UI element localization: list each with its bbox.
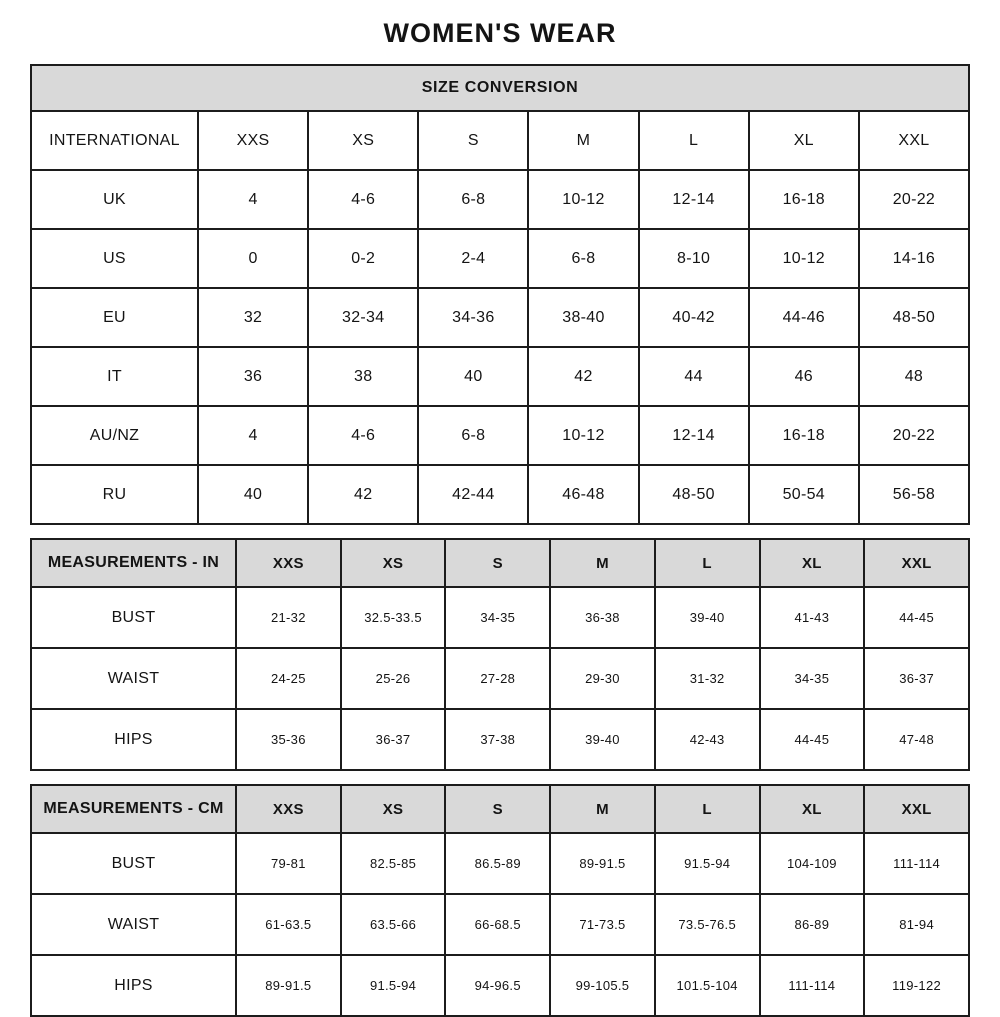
column-header: XXS: [236, 539, 341, 587]
table-cell: 46-48: [528, 465, 638, 524]
table-row: [31, 587, 969, 648]
table-cell: 111-114: [760, 955, 865, 1016]
column-header: XL: [749, 111, 859, 170]
column-header: S: [445, 785, 550, 833]
table-cell: 89-91.5: [550, 833, 655, 894]
table-row: [31, 955, 969, 1016]
table-header-row: [31, 539, 969, 587]
table-cell: 36: [198, 347, 308, 406]
table-title-row: [31, 65, 969, 111]
column-header: INTERNATIONAL: [31, 111, 198, 170]
row-label: BUST: [31, 833, 236, 894]
table-cell: 42-44: [418, 465, 528, 524]
table-row: [31, 833, 969, 894]
table-row: [31, 894, 969, 955]
table-cell: 10-12: [749, 229, 859, 288]
table-cell: 34-36: [418, 288, 528, 347]
table-cell: 104-109: [760, 833, 865, 894]
table-cell: 81-94: [864, 894, 969, 955]
table-row: [31, 465, 969, 524]
table-cell: 48-50: [859, 288, 969, 347]
table-cell: 32: [198, 288, 308, 347]
table-cell: 44-46: [749, 288, 859, 347]
table-cell: 29-30: [550, 648, 655, 709]
table-cell: 6-8: [418, 406, 528, 465]
column-header: XS: [341, 785, 446, 833]
table-row: [31, 406, 969, 465]
table-cell: 63.5-66: [341, 894, 446, 955]
measurements-in-table: [30, 538, 970, 771]
column-header: L: [655, 785, 760, 833]
column-header: XS: [308, 111, 418, 170]
table-cell: 82.5-85: [341, 833, 446, 894]
table-cell: 39-40: [550, 709, 655, 770]
row-label: BUST: [31, 587, 236, 648]
table-cell: 8-10: [639, 229, 749, 288]
table-cell: 91.5-94: [341, 955, 446, 1016]
table-cell: 24-25: [236, 648, 341, 709]
table-cell: 12-14: [639, 406, 749, 465]
table-cell: 37-38: [445, 709, 550, 770]
column-header: L: [639, 111, 749, 170]
table-cell: 56-58: [859, 465, 969, 524]
size-conversion-title: SIZE CONVERSION: [31, 65, 969, 111]
table-cell: 0-2: [308, 229, 418, 288]
table-cell: 4: [198, 406, 308, 465]
table-cell: 14-16: [859, 229, 969, 288]
table-cell: 34-35: [445, 587, 550, 648]
table-cell: 42: [528, 347, 638, 406]
column-header: XXL: [864, 785, 969, 833]
table-cell: 32.5-33.5: [341, 587, 446, 648]
table-cell: 73.5-76.5: [655, 894, 760, 955]
table-row: [31, 288, 969, 347]
column-header: MEASUREMENTS - IN: [31, 539, 236, 587]
table-cell: 89-91.5: [236, 955, 341, 1016]
table-cell: 16-18: [749, 170, 859, 229]
table-cell: 4-6: [308, 406, 418, 465]
table-cell: 119-122: [864, 955, 969, 1016]
table-row: [31, 170, 969, 229]
table-cell: 38-40: [528, 288, 638, 347]
table-cell: 38: [308, 347, 418, 406]
table-cell: 50-54: [749, 465, 859, 524]
table-cell: 21-32: [236, 587, 341, 648]
table-cell: 101.5-104: [655, 955, 760, 1016]
table-cell: 86.5-89: [445, 833, 550, 894]
table-cell: 48-50: [639, 465, 749, 524]
table-cell: 20-22: [859, 406, 969, 465]
table-cell: 47-48: [864, 709, 969, 770]
table-cell: 39-40: [655, 587, 760, 648]
row-label: EU: [31, 288, 198, 347]
column-header: L: [655, 539, 760, 587]
table-cell: 44-45: [760, 709, 865, 770]
table-cell: 42-43: [655, 709, 760, 770]
table-cell: 12-14: [639, 170, 749, 229]
table-cell: 79-81: [236, 833, 341, 894]
column-header: MEASUREMENTS - CM: [31, 785, 236, 833]
table-cell: 94-96.5: [445, 955, 550, 1016]
table-cell: 2-4: [418, 229, 528, 288]
table-cell: 40-42: [639, 288, 749, 347]
table-header-row: [31, 111, 969, 170]
row-label: HIPS: [31, 709, 236, 770]
table-cell: 41-43: [760, 587, 865, 648]
table-cell: 25-26: [341, 648, 446, 709]
column-header: XL: [760, 539, 865, 587]
column-header: XXL: [864, 539, 969, 587]
table-cell: 91.5-94: [655, 833, 760, 894]
table-cell: 44-45: [864, 587, 969, 648]
table-cell: 6-8: [418, 170, 528, 229]
size-conversion-table: [30, 64, 970, 525]
table-cell: 36-37: [864, 648, 969, 709]
table-cell: 0: [198, 229, 308, 288]
row-label: WAIST: [31, 648, 236, 709]
column-header: M: [550, 785, 655, 833]
table-cell: 4: [198, 170, 308, 229]
table-cell: 20-22: [859, 170, 969, 229]
column-header: XS: [341, 539, 446, 587]
row-label: US: [31, 229, 198, 288]
measurements-cm-table: [30, 784, 970, 1017]
column-header: XXS: [198, 111, 308, 170]
table-cell: 32-34: [308, 288, 418, 347]
row-label: HIPS: [31, 955, 236, 1016]
table-cell: 42: [308, 465, 418, 524]
table-cell: 48: [859, 347, 969, 406]
table-cell: 10-12: [528, 406, 638, 465]
table-cell: 40: [418, 347, 528, 406]
table-cell: 6-8: [528, 229, 638, 288]
table-cell: 16-18: [749, 406, 859, 465]
column-header: M: [528, 111, 638, 170]
table-cell: 66-68.5: [445, 894, 550, 955]
table-cell: 4-6: [308, 170, 418, 229]
table-cell: 36-38: [550, 587, 655, 648]
table-cell: 46: [749, 347, 859, 406]
column-header: S: [418, 111, 528, 170]
column-header: M: [550, 539, 655, 587]
table-cell: 44: [639, 347, 749, 406]
row-label: UK: [31, 170, 198, 229]
row-label: IT: [31, 347, 198, 406]
table-cell: 34-35: [760, 648, 865, 709]
table-cell: 40: [198, 465, 308, 524]
table-header-row: [31, 785, 969, 833]
table-cell: 10-12: [528, 170, 638, 229]
row-label: WAIST: [31, 894, 236, 955]
table-cell: 36-37: [341, 709, 446, 770]
row-label: AU/NZ: [31, 406, 198, 465]
column-header: XXS: [236, 785, 341, 833]
table-cell: 35-36: [236, 709, 341, 770]
column-header: XL: [760, 785, 865, 833]
table-row: [31, 229, 969, 288]
table-row: [31, 709, 969, 770]
table-cell: 71-73.5: [550, 894, 655, 955]
table-cell: 86-89: [760, 894, 865, 955]
row-label: RU: [31, 465, 198, 524]
column-header: XXL: [859, 111, 969, 170]
table-cell: 27-28: [445, 648, 550, 709]
table-cell: 99-105.5: [550, 955, 655, 1016]
table-row: [31, 648, 969, 709]
table-cell: 111-114: [864, 833, 969, 894]
table-cell: 31-32: [655, 648, 760, 709]
table-row: [31, 347, 969, 406]
table-cell: 61-63.5: [236, 894, 341, 955]
page-title: WOMEN'S WEAR: [383, 18, 617, 48]
column-header: S: [445, 539, 550, 587]
